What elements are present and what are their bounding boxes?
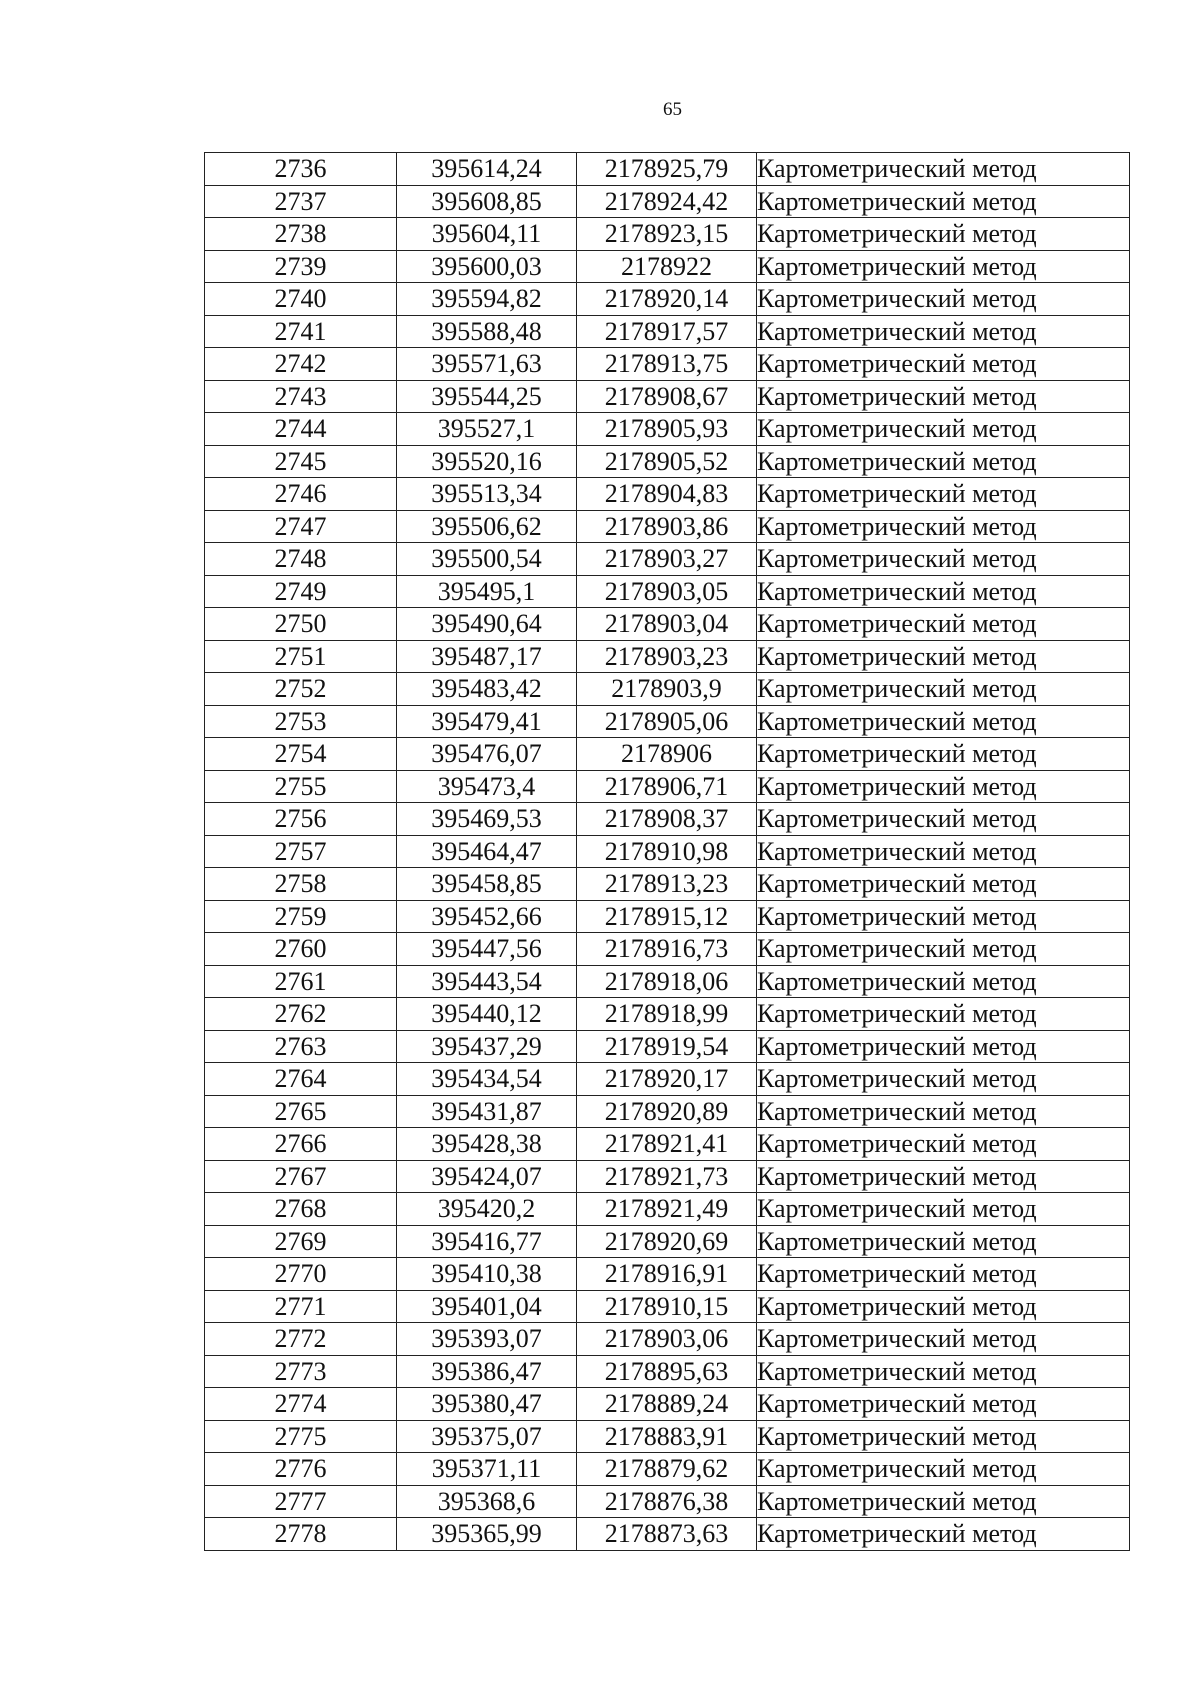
- method-cell: Картометрический метод: [757, 1095, 1130, 1128]
- table-row: [205, 1063, 1130, 1096]
- method-cell: Картометрический метод: [757, 1290, 1130, 1323]
- y-coordinate-cell: 2178905,06: [577, 705, 757, 738]
- y-coordinate-cell: 2178876,38: [577, 1485, 757, 1518]
- method-cell: Картометрический метод: [757, 1420, 1130, 1453]
- method-cell: Картометрический метод: [757, 1485, 1130, 1518]
- point-number-cell: 2766: [205, 1128, 397, 1161]
- x-coordinate-cell: 395431,87: [397, 1095, 577, 1128]
- y-coordinate-cell: 2178915,12: [577, 900, 757, 933]
- method-cell: Картометрический метод: [757, 315, 1130, 348]
- point-number-cell: 2744: [205, 413, 397, 446]
- y-coordinate-cell: 2178905,93: [577, 413, 757, 446]
- x-coordinate-cell: 395594,82: [397, 283, 577, 316]
- table-row: [205, 250, 1130, 283]
- method-cell: Картометрический метод: [757, 933, 1130, 966]
- table-row: [205, 478, 1130, 511]
- table-row: [205, 575, 1130, 608]
- point-number-cell: 2739: [205, 250, 397, 283]
- y-coordinate-cell: 2178903,9: [577, 673, 757, 706]
- point-number-cell: 2768: [205, 1193, 397, 1226]
- x-coordinate-cell: 395527,1: [397, 413, 577, 446]
- x-coordinate-cell: 395393,07: [397, 1323, 577, 1356]
- point-number-cell: 2750: [205, 608, 397, 641]
- point-number-cell: 2746: [205, 478, 397, 511]
- coordinates-table: [204, 152, 1130, 1551]
- y-coordinate-cell: 2178918,06: [577, 965, 757, 998]
- y-coordinate-cell: 2178873,63: [577, 1518, 757, 1551]
- x-coordinate-cell: 395458,85: [397, 868, 577, 901]
- method-cell: Картометрический метод: [757, 1160, 1130, 1193]
- method-cell: Картометрический метод: [757, 738, 1130, 771]
- table-row: [205, 218, 1130, 251]
- point-number-cell: 2767: [205, 1160, 397, 1193]
- y-coordinate-cell: 2178913,75: [577, 348, 757, 381]
- y-coordinate-cell: 2178920,17: [577, 1063, 757, 1096]
- point-number-cell: 2774: [205, 1388, 397, 1421]
- table-row: [205, 283, 1130, 316]
- table-row: [205, 1128, 1130, 1161]
- method-cell: Картометрический метод: [757, 185, 1130, 218]
- method-cell: Картометрический метод: [757, 1030, 1130, 1063]
- table-row: [205, 380, 1130, 413]
- point-number-cell: 2738: [205, 218, 397, 251]
- x-coordinate-cell: 395614,24: [397, 153, 577, 186]
- table-row: [205, 998, 1130, 1031]
- y-coordinate-cell: 2178905,52: [577, 445, 757, 478]
- method-cell: Картометрический метод: [757, 803, 1130, 836]
- x-coordinate-cell: 395365,99: [397, 1518, 577, 1551]
- x-coordinate-cell: 395469,53: [397, 803, 577, 836]
- y-coordinate-cell: 2178916,91: [577, 1258, 757, 1291]
- table-row: [205, 1453, 1130, 1486]
- x-coordinate-cell: 395371,11: [397, 1453, 577, 1486]
- point-number-cell: 2763: [205, 1030, 397, 1063]
- x-coordinate-cell: 395447,56: [397, 933, 577, 966]
- y-coordinate-cell: 2178908,37: [577, 803, 757, 836]
- y-coordinate-cell: 2178903,04: [577, 608, 757, 641]
- y-coordinate-cell: 2178910,98: [577, 835, 757, 868]
- point-number-cell: 2741: [205, 315, 397, 348]
- method-cell: Картометрический метод: [757, 1193, 1130, 1226]
- x-coordinate-cell: 395604,11: [397, 218, 577, 251]
- point-number-cell: 2742: [205, 348, 397, 381]
- method-cell: Картометрический метод: [757, 218, 1130, 251]
- method-cell: Картометрический метод: [757, 478, 1130, 511]
- method-cell: Картометрический метод: [757, 380, 1130, 413]
- x-coordinate-cell: 395368,6: [397, 1485, 577, 1518]
- x-coordinate-cell: 395506,62: [397, 510, 577, 543]
- method-cell: Картометрический метод: [757, 1518, 1130, 1551]
- point-number-cell: 2758: [205, 868, 397, 901]
- x-coordinate-cell: 395452,66: [397, 900, 577, 933]
- point-number-cell: 2748: [205, 543, 397, 576]
- method-cell: Картометрический метод: [757, 153, 1130, 186]
- y-coordinate-cell: 2178913,23: [577, 868, 757, 901]
- y-coordinate-cell: 2178925,79: [577, 153, 757, 186]
- method-cell: Картометрический метод: [757, 413, 1130, 446]
- table-row: [205, 153, 1130, 186]
- point-number-cell: 2754: [205, 738, 397, 771]
- point-number-cell: 2773: [205, 1355, 397, 1388]
- method-cell: Картометрический метод: [757, 1388, 1130, 1421]
- x-coordinate-cell: 395424,07: [397, 1160, 577, 1193]
- point-number-cell: 2772: [205, 1323, 397, 1356]
- x-coordinate-cell: 395473,4: [397, 770, 577, 803]
- y-coordinate-cell: 2178903,86: [577, 510, 757, 543]
- y-coordinate-cell: 2178923,15: [577, 218, 757, 251]
- method-cell: Картометрический метод: [757, 348, 1130, 381]
- table-row: [205, 185, 1130, 218]
- method-cell: Картометрический метод: [757, 510, 1130, 543]
- table-row: [205, 640, 1130, 673]
- point-number-cell: 2757: [205, 835, 397, 868]
- method-cell: Картометрический метод: [757, 1453, 1130, 1486]
- table-row: [205, 1518, 1130, 1551]
- table-row: [205, 868, 1130, 901]
- x-coordinate-cell: 395544,25: [397, 380, 577, 413]
- method-cell: Картометрический метод: [757, 965, 1130, 998]
- point-number-cell: 2762: [205, 998, 397, 1031]
- table-row: [205, 1095, 1130, 1128]
- point-number-cell: 2771: [205, 1290, 397, 1323]
- x-coordinate-cell: 395420,2: [397, 1193, 577, 1226]
- method-cell: Картометрический метод: [757, 770, 1130, 803]
- table-row: [205, 1258, 1130, 1291]
- point-number-cell: 2736: [205, 153, 397, 186]
- point-number-cell: 2755: [205, 770, 397, 803]
- point-number-cell: 2753: [205, 705, 397, 738]
- y-coordinate-cell: 2178904,83: [577, 478, 757, 511]
- y-coordinate-cell: 2178921,41: [577, 1128, 757, 1161]
- y-coordinate-cell: 2178879,62: [577, 1453, 757, 1486]
- table-row: [205, 348, 1130, 381]
- y-coordinate-cell: 2178906: [577, 738, 757, 771]
- x-coordinate-cell: 395483,42: [397, 673, 577, 706]
- table-row: [205, 770, 1130, 803]
- x-coordinate-cell: 395375,07: [397, 1420, 577, 1453]
- point-number-cell: 2765: [205, 1095, 397, 1128]
- point-number-cell: 2743: [205, 380, 397, 413]
- y-coordinate-cell: 2178903,27: [577, 543, 757, 576]
- x-coordinate-cell: 395443,54: [397, 965, 577, 998]
- table-row: [205, 933, 1130, 966]
- y-coordinate-cell: 2178921,73: [577, 1160, 757, 1193]
- y-coordinate-cell: 2178903,05: [577, 575, 757, 608]
- y-coordinate-cell: 2178916,73: [577, 933, 757, 966]
- y-coordinate-cell: 2178883,91: [577, 1420, 757, 1453]
- x-coordinate-cell: 395571,63: [397, 348, 577, 381]
- method-cell: Картометрический метод: [757, 705, 1130, 738]
- x-coordinate-cell: 395490,64: [397, 608, 577, 641]
- table-row: [205, 543, 1130, 576]
- y-coordinate-cell: 2178889,24: [577, 1388, 757, 1421]
- y-coordinate-cell: 2178924,42: [577, 185, 757, 218]
- x-coordinate-cell: 395380,47: [397, 1388, 577, 1421]
- x-coordinate-cell: 395410,38: [397, 1258, 577, 1291]
- method-cell: Картометрический метод: [757, 543, 1130, 576]
- point-number-cell: 2775: [205, 1420, 397, 1453]
- y-coordinate-cell: 2178920,14: [577, 283, 757, 316]
- y-coordinate-cell: 2178903,23: [577, 640, 757, 673]
- table-row: [205, 1388, 1130, 1421]
- x-coordinate-cell: 395588,48: [397, 315, 577, 348]
- method-cell: Картометрический метод: [757, 1063, 1130, 1096]
- table-row: [205, 1193, 1130, 1226]
- x-coordinate-cell: 395479,41: [397, 705, 577, 738]
- method-cell: Картометрический метод: [757, 640, 1130, 673]
- table-row: [205, 965, 1130, 998]
- table-row: [205, 1420, 1130, 1453]
- point-number-cell: 2764: [205, 1063, 397, 1096]
- point-number-cell: 2749: [205, 575, 397, 608]
- y-coordinate-cell: 2178903,06: [577, 1323, 757, 1356]
- table-row: [205, 900, 1130, 933]
- point-number-cell: 2760: [205, 933, 397, 966]
- method-cell: Картометрический метод: [757, 835, 1130, 868]
- method-cell: Картометрический метод: [757, 868, 1130, 901]
- y-coordinate-cell: 2178921,49: [577, 1193, 757, 1226]
- method-cell: Картометрический метод: [757, 998, 1130, 1031]
- y-coordinate-cell: 2178920,69: [577, 1225, 757, 1258]
- y-coordinate-cell: 2178920,89: [577, 1095, 757, 1128]
- y-coordinate-cell: 2178919,54: [577, 1030, 757, 1063]
- method-cell: Картометрический метод: [757, 673, 1130, 706]
- method-cell: Картометрический метод: [757, 1258, 1130, 1291]
- table-row: [205, 835, 1130, 868]
- x-coordinate-cell: 395401,04: [397, 1290, 577, 1323]
- table-row: [205, 1485, 1130, 1518]
- y-coordinate-cell: 2178917,57: [577, 315, 757, 348]
- x-coordinate-cell: 395495,1: [397, 575, 577, 608]
- x-coordinate-cell: 395600,03: [397, 250, 577, 283]
- table-row: [205, 673, 1130, 706]
- table-row: [205, 1225, 1130, 1258]
- point-number-cell: 2751: [205, 640, 397, 673]
- point-number-cell: 2745: [205, 445, 397, 478]
- point-number-cell: 2770: [205, 1258, 397, 1291]
- x-coordinate-cell: 395386,47: [397, 1355, 577, 1388]
- point-number-cell: 2776: [205, 1453, 397, 1486]
- table-row: [205, 1355, 1130, 1388]
- method-cell: Картометрический метод: [757, 1355, 1130, 1388]
- x-coordinate-cell: 395416,77: [397, 1225, 577, 1258]
- table-row: [205, 803, 1130, 836]
- x-coordinate-cell: 395513,34: [397, 478, 577, 511]
- x-coordinate-cell: 395608,85: [397, 185, 577, 218]
- table-row: [205, 1290, 1130, 1323]
- page-number: 65: [663, 99, 682, 120]
- point-number-cell: 2761: [205, 965, 397, 998]
- table-row: [205, 413, 1130, 446]
- y-coordinate-cell: 2178906,71: [577, 770, 757, 803]
- point-number-cell: 2752: [205, 673, 397, 706]
- method-cell: Картометрический метод: [757, 900, 1130, 933]
- table-row: [205, 1030, 1130, 1063]
- x-coordinate-cell: 395428,38: [397, 1128, 577, 1161]
- y-coordinate-cell: 2178908,67: [577, 380, 757, 413]
- y-coordinate-cell: 2178910,15: [577, 1290, 757, 1323]
- table-row: [205, 315, 1130, 348]
- coordinates-table-body: [205, 153, 1130, 1551]
- point-number-cell: 2747: [205, 510, 397, 543]
- point-number-cell: 2778: [205, 1518, 397, 1551]
- method-cell: Картометрический метод: [757, 283, 1130, 316]
- x-coordinate-cell: 395500,54: [397, 543, 577, 576]
- x-coordinate-cell: 395476,07: [397, 738, 577, 771]
- method-cell: Картометрический метод: [757, 250, 1130, 283]
- table-row: [205, 1160, 1130, 1193]
- method-cell: Картометрический метод: [757, 608, 1130, 641]
- x-coordinate-cell: 395440,12: [397, 998, 577, 1031]
- point-number-cell: 2756: [205, 803, 397, 836]
- method-cell: Картометрический метод: [757, 575, 1130, 608]
- table-row: [205, 738, 1130, 771]
- method-cell: Картометрический метод: [757, 1323, 1130, 1356]
- point-number-cell: 2759: [205, 900, 397, 933]
- method-cell: Картометрический метод: [757, 1225, 1130, 1258]
- table-row: [205, 1323, 1130, 1356]
- point-number-cell: 2777: [205, 1485, 397, 1518]
- y-coordinate-cell: 2178922: [577, 250, 757, 283]
- method-cell: Картометрический метод: [757, 1128, 1130, 1161]
- table-row: [205, 705, 1130, 738]
- point-number-cell: 2740: [205, 283, 397, 316]
- x-coordinate-cell: 395434,54: [397, 1063, 577, 1096]
- point-number-cell: 2737: [205, 185, 397, 218]
- y-coordinate-cell: 2178895,63: [577, 1355, 757, 1388]
- point-number-cell: 2769: [205, 1225, 397, 1258]
- x-coordinate-cell: 395437,29: [397, 1030, 577, 1063]
- table-row: [205, 445, 1130, 478]
- method-cell: Картометрический метод: [757, 445, 1130, 478]
- table-row: [205, 510, 1130, 543]
- x-coordinate-cell: 395464,47: [397, 835, 577, 868]
- x-coordinate-cell: 395520,16: [397, 445, 577, 478]
- y-coordinate-cell: 2178918,99: [577, 998, 757, 1031]
- x-coordinate-cell: 395487,17: [397, 640, 577, 673]
- table-row: [205, 608, 1130, 641]
